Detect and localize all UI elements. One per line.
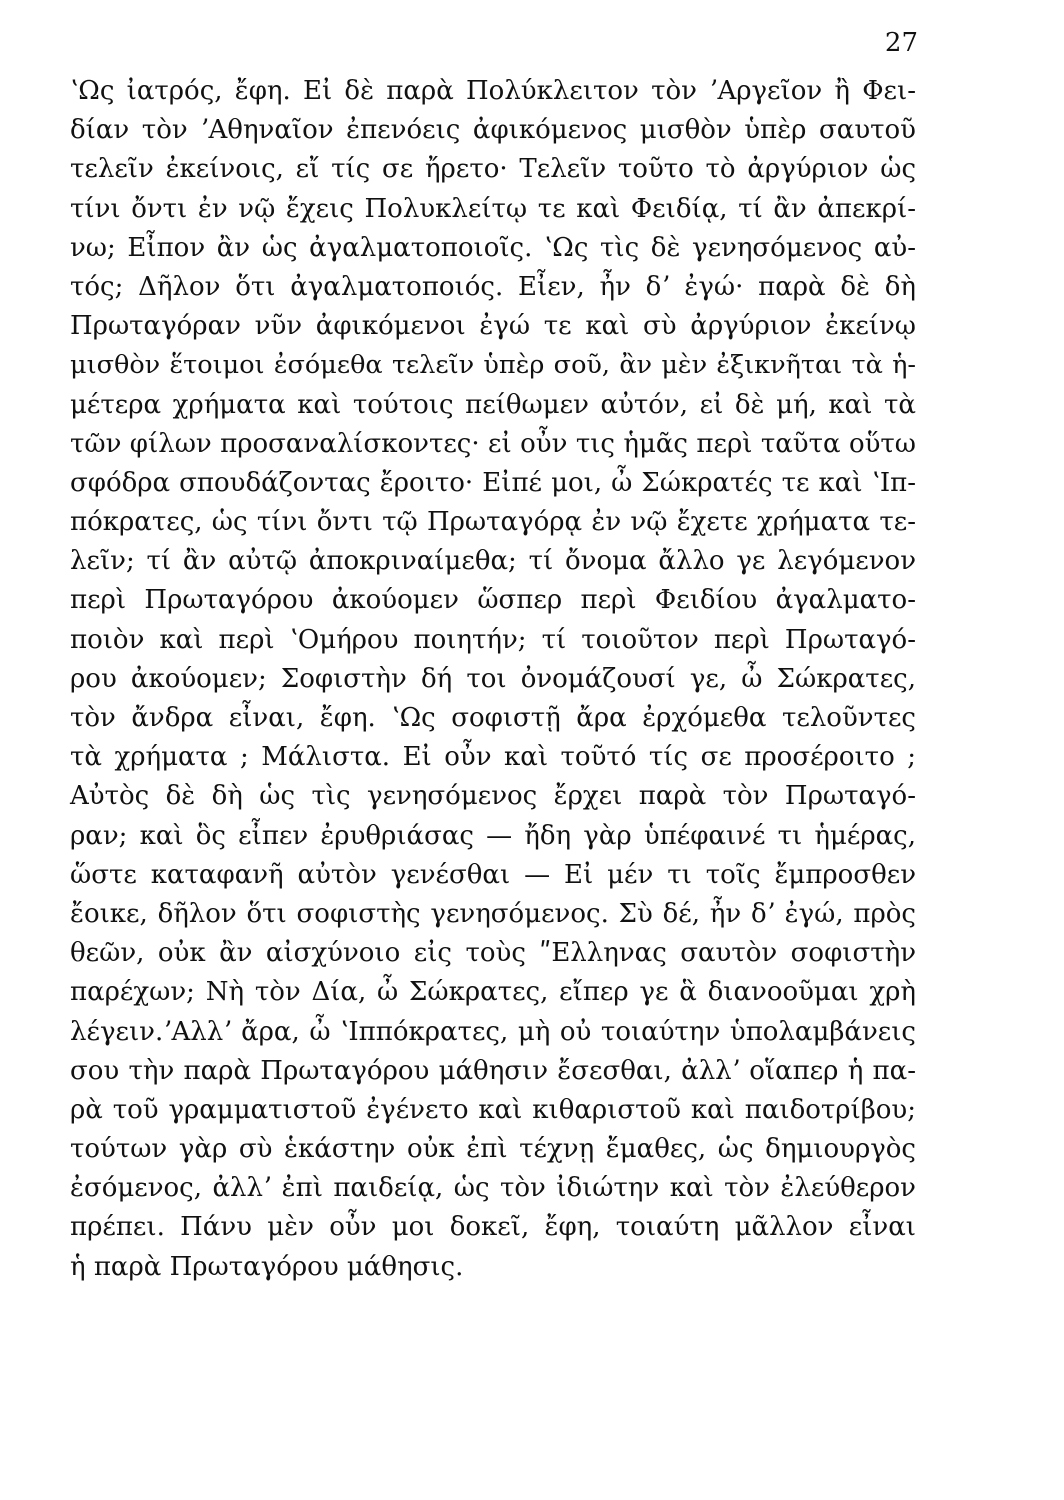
- text-line-17: τὸν ἄνδρα εἶναι, ἔφη. ʽΩς σοφιστῇ ἄρα ἐρχόμεθα τελοῦντες: [70, 703, 916, 733]
- text-line-8: μισθὸν ἕτοιμοι ἐσόμεθα τελεῖν ὑπὲρ σοῦ, ἂν μὲν ἐξικνῆται τὰ ἡ-: [70, 350, 916, 381]
- text-line-22: ἔοικε, δῆλον ὅτι σοφιστὴς γενησόμενος. Σὺ δέ, ἦν δʼ ἐγώ, πρὸς: [70, 898, 916, 929]
- text-line-14: περὶ Πρωταγόρου ἀκούομεν ὥσπερ περὶ Φειδίου ἀγαλματο-: [70, 585, 916, 616]
- text-line-29: ἐσόμενος, ἀλλʼ ἐπὶ παιδείᾳ, ὡς τὸν ἰδιώτην καὶ τὸν ἐλεύθερον: [70, 1173, 916, 1204]
- text-line-15: ποιὸν καὶ περὶ ʽΟμήρου ποιητήν; τί τοιοῦτον περὶ Πρωταγό-: [70, 624, 916, 655]
- text-line-18: τὰ χρήματα ; Μάλιστα. Εἰ οὖν καὶ τοῦτό τίς σε προσέροιτο ;: [70, 742, 916, 773]
- text-line-30: πρέπει. Πάνυ μὲν οὖν μοι δοκεῖ, ἔφη, τοιαύτη μᾶλλον εἶναι: [70, 1212, 916, 1243]
- greek-text-block: [70, 72, 916, 1287]
- text-line-26: σου τὴν παρὰ Πρωταγόρου μάθησιν ἔσεσθαι, ἀλλʼ οἵαπερ ἡ πα-: [70, 1055, 916, 1086]
- text-line-16: ρου ἀκούομεν; Σοφιστὴν δή τοι ὀνομάζουσί γε, ὦ Σώκρατες,: [70, 663, 916, 694]
- text-line-4: τίνι ὄντι ἐν νῷ ἔχεις Πολυκλείτῳ τε καὶ Φειδίᾳ, τί ἂν ἀπεκρί-: [70, 193, 916, 224]
- text-line-12: πόκρατες, ὡς τίνι ὄντι τῷ Πρωταγόρᾳ ἐν νῷ ἔχετε χρήματα τε-: [70, 507, 916, 538]
- text-line-21: ὥστε καταφανῆ αὐτὸν γενέσθαι — Εἰ μέν τι τοῖς ἔμπροσθεν: [70, 859, 916, 890]
- text-line-1: ʽΩς ἰατρός, ἔφη. Εἰ δὲ παρὰ Πολύκλειτον τὸν ʼΑργεῖον ἢ Φει-: [70, 76, 916, 106]
- text-line-9: μέτερα χρήματα καὶ τούτοις πείθωμεν αὐτόν, εἰ δὲ μή, καὶ τὰ: [70, 389, 916, 420]
- text-line-28: τούτων γὰρ σὺ ἑκάστην οὐκ ἐπὶ τέχνῃ ἔμαθες, ὡς δημιουργὸς: [70, 1134, 916, 1165]
- text-line-2: δίαν τὸν ʼΑθηναῖον ἐπενόεις ἀφικόμενος μισθὸν ὑπὲρ σαυτοῦ: [70, 115, 916, 146]
- text-line-7: Πρωταγόραν νῦν ἀφικόμενοι ἐγώ τε καὶ σὺ ἀργύριον ἐκείνῳ: [70, 311, 916, 342]
- text-line-5: νω; Εἶπον ἂν ὡς ἀγαλματοποιοῖς. ʽΩς τὶς δὲ γενησόμενος αὐ-: [70, 232, 916, 263]
- text-line-13: λεῖν; τί ἂν αὐτῷ ἀποκριναίμεθα; τί ὄνομα ἄλλο γε λεγόμενον: [70, 546, 916, 577]
- text-line-10: τῶν φίλων προσαναλίσκοντες· εἰ οὖν τις ἡμᾶς περὶ ταῦτα οὕτω: [70, 428, 916, 459]
- text-line-3: τελεῖν ἐκείνοις, εἴ τίς σε ἤρετο· Τελεῖν τοῦτο τὸ ἀργύριον ὡς: [70, 154, 916, 185]
- text-line-25: λέγειν.ʼΑλλʼ ἄρα, ὦ ʽΙππόκρατες, μὴ οὐ τοιαύτην ὑπολαμβάνεις: [70, 1016, 916, 1047]
- text-line-19: Αὐτὸς δὲ δὴ ὡς τὶς γενησόμενος ἔρχει παρὰ τὸν Πρωταγό-: [70, 781, 916, 812]
- text-line-31: ἡ παρὰ Πρωταγόρου μάθησις.: [70, 1251, 464, 1282]
- text-line-27: ρὰ τοῦ γραμματιστοῦ ἐγένετο καὶ κιθαριστοῦ καὶ παιδοτρίβου;: [70, 1094, 916, 1125]
- text-line-11: σφόδρα σπουδάζοντας ἔροιτο· Εἰπέ μοι, ὦ Σώκρατές τε καὶ ʽΙπ-: [70, 467, 916, 498]
- text-line-6: τός; Δῆλον ὅτι ἀγαλματοποιός. Εἶεν, ἦν δʼ ἐγώ· παρὰ δὲ δὴ: [70, 271, 916, 302]
- text-line-20: ραν; καὶ ὃς εἶπεν ἐρυθριάσας — ἤδη γὰρ ὑπέφαινέ τι ἡμέρας,: [70, 820, 916, 851]
- text-line-24: παρέχων; Νὴ τὸν Δία, ὦ Σώκρατες, εἴπερ γε ἃ διανοοῦμαι χρὴ: [70, 977, 916, 1008]
- page-number: 27: [884, 28, 918, 58]
- text-line-23: θεῶν, οὐκ ἂν αἰσχύνοιο εἰς τοὺς ʺΕλληνας σαυτὸν σοφιστὴν: [70, 938, 916, 969]
